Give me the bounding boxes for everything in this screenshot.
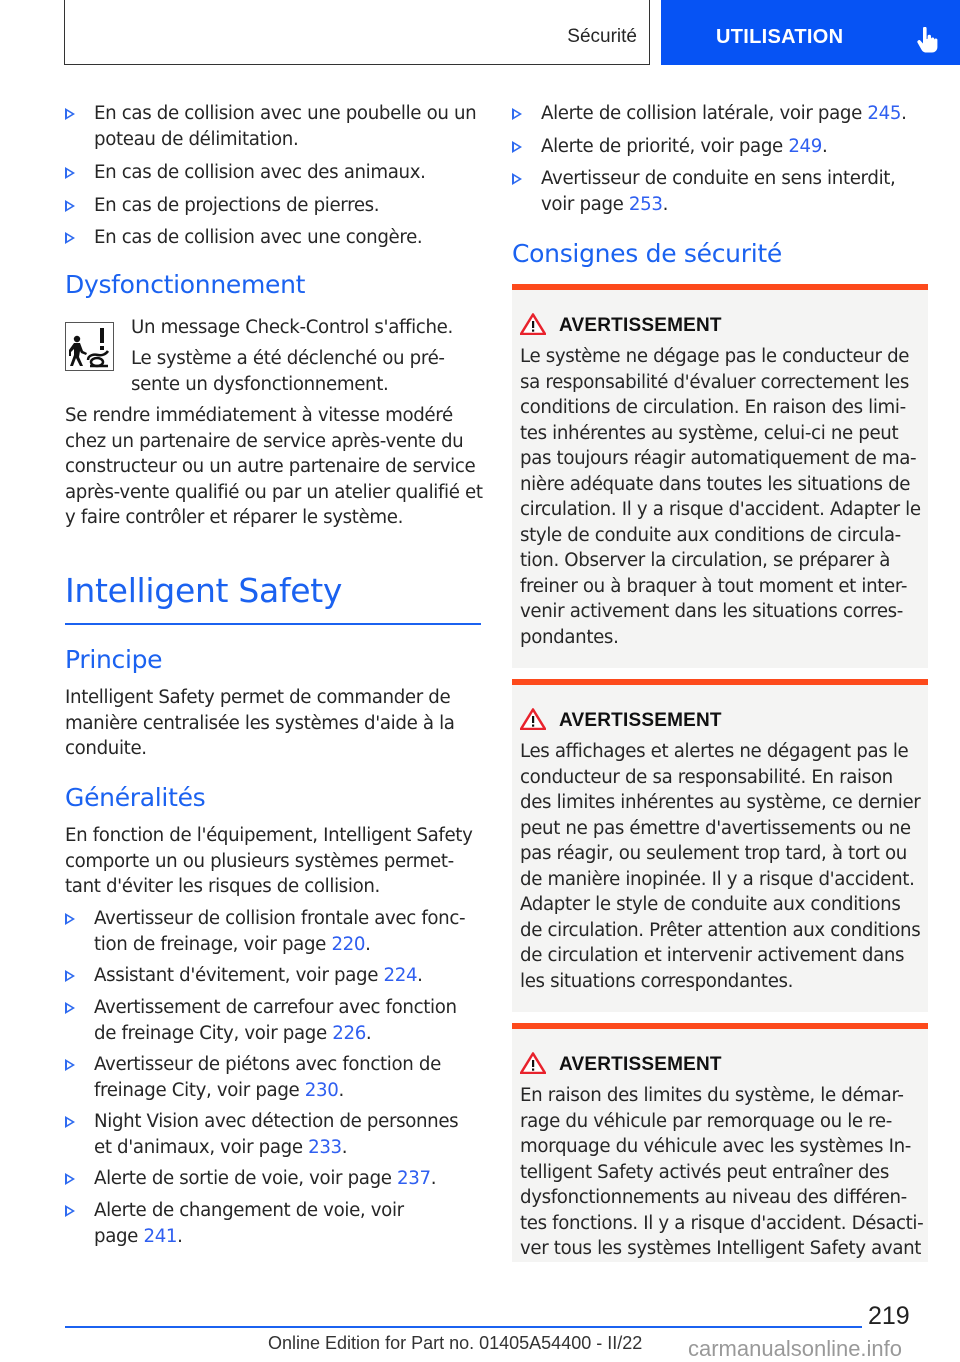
page-link[interactable]: 233 bbox=[308, 1136, 342, 1158]
bullet-triangle-icon bbox=[512, 173, 522, 185]
principe-body: Intelligent Safety permet de commander de manière centralisée les systèmes d'aide à la conduite. bbox=[65, 687, 455, 759]
header-section-box bbox=[64, 0, 650, 65]
chapter-tab-utilisation[interactable] bbox=[661, 0, 960, 65]
page-link[interactable]: 237 bbox=[397, 1168, 431, 1189]
warning-bar bbox=[512, 284, 928, 290]
warning-title: AVERTISSEMENT bbox=[559, 315, 722, 336]
check-control-message: Un message Check-Control s'affiche. bbox=[131, 317, 453, 338]
warning-bar bbox=[512, 1023, 928, 1029]
bullet-triangle-icon bbox=[65, 1205, 75, 1217]
page-link[interactable]: 253 bbox=[628, 193, 663, 215]
warning-triangle-icon bbox=[520, 1052, 546, 1074]
edition-text: Online Edition for Part no. 01405A54400 - II/22 bbox=[268, 1333, 643, 1353]
page-link[interactable]: 230 bbox=[304, 1079, 339, 1101]
heading-generalites: Généralités bbox=[65, 783, 206, 812]
warning-body: Les affichages et alertes ne dégagent pas le conducteur de sa responsabilité. En raison des limites inhérentes au système, ce dernier peut ne pas émettre d'avertissements ou ne pas réagir, ou seulement trop tard, à tort ou de manière inopinée. Il y a risque d'accident. Adapter le style de conduite aux conditions de circulation. Prêter attention aux conditions de circulation et intervenir activement dans les situations correspondantes. bbox=[520, 741, 921, 992]
bullet-triangle-icon bbox=[65, 200, 75, 212]
page-link[interactable]: 249 bbox=[788, 136, 822, 157]
section-divider bbox=[65, 623, 481, 625]
system-triggered-text: Le système a été déclenché ou pré- sente un dysfonctionnement. bbox=[131, 348, 445, 395]
bullet-triangle-icon bbox=[65, 108, 75, 120]
bullet-triangle-icon bbox=[65, 1002, 75, 1014]
bullet-triangle-icon bbox=[65, 1116, 75, 1128]
warning-box bbox=[512, 1023, 928, 1262]
chapter-tab-label: UTILISATION bbox=[716, 26, 844, 48]
warning-box bbox=[512, 284, 928, 668]
warning-body: Le système ne dégage pas le conducteur de sa responsabilité d'évaluer correctement les conditions de circulation. En raison des limi- tes inhérentes au système, celui-ci ne peut pas toujours réagir automatiquement de ma- nière adéquate dans toutes les situations de circulation. Il y a risque d'accident. Adapter le style de conduite aux conditions de circula- tion. Observer la circulation, se préparer à freiner ou à braquer à tout moment et inter- venir activement dans les situations corres- pondantes. bbox=[520, 346, 921, 648]
bullet-triangle-icon bbox=[65, 970, 75, 982]
bullet-triangle-icon bbox=[65, 913, 75, 925]
bullet-triangle-icon bbox=[65, 1059, 75, 1071]
page-link[interactable]: 245 bbox=[867, 103, 902, 124]
warning-triangle-icon bbox=[520, 708, 546, 730]
watermark: carmanualsonline.info bbox=[688, 1336, 903, 1361]
bullet-triangle-icon bbox=[512, 108, 522, 120]
warning-bar bbox=[512, 679, 928, 685]
page-link[interactable]: 224 bbox=[383, 965, 418, 986]
pedestrian-collision-warning-icon bbox=[65, 322, 114, 371]
page-link[interactable]: 226 bbox=[332, 1022, 366, 1044]
warning-triangle-icon bbox=[520, 313, 546, 335]
heading-intelligent-safety: Intelligent Safety bbox=[65, 571, 343, 610]
page-number: 219 bbox=[868, 1302, 910, 1330]
dysfonctionnement-body: Se rendre immédiatement à vitesse modéré chez un partenaire de service après-vente du constructeur ou un autre partenaire de service après-vente qualifié ou par un atelier qualifié et y faire contrôler et réparer le système. bbox=[65, 405, 483, 528]
bullet-triangle-icon bbox=[65, 167, 75, 179]
generalites-body: En fonction de l'équipement, Intelligent Safety comporte un ou plusieurs systèmes permet- tant d'éviter les risques de collision. bbox=[65, 825, 473, 897]
footer-divider bbox=[65, 1326, 862, 1328]
bullet-triangle-icon bbox=[512, 141, 522, 153]
page-link[interactable]: 220 bbox=[331, 933, 366, 955]
warning-body: En raison des limites du système, le démar- rage du véhicule par remorquage ou le re- morquage du véhicule avec les systèmes In- telligent Safety activés peut entraîner des dysfonctionnements au niveau des différen- tes fonctions. Il y a risque d'accident. Désacti- ver tous les systèmes Intelligent Safety avant bbox=[520, 1085, 924, 1259]
page-link[interactable]: 241 bbox=[143, 1225, 178, 1247]
heading-dysfonctionnement: Dysfonctionnement bbox=[65, 270, 306, 299]
pointing-hand-icon bbox=[916, 27, 938, 53]
warning-title: AVERTISSEMENT bbox=[559, 710, 722, 731]
warning-box bbox=[512, 679, 928, 1012]
heading-consignes-de-securite: Consignes de sécurité bbox=[512, 239, 782, 268]
bullet-triangle-icon bbox=[65, 1173, 75, 1185]
heading-principe: Principe bbox=[65, 645, 163, 674]
warning-title: AVERTISSEMENT bbox=[559, 1054, 722, 1075]
bullet-triangle-icon bbox=[65, 232, 75, 244]
section-title: Sécurité bbox=[567, 26, 637, 47]
